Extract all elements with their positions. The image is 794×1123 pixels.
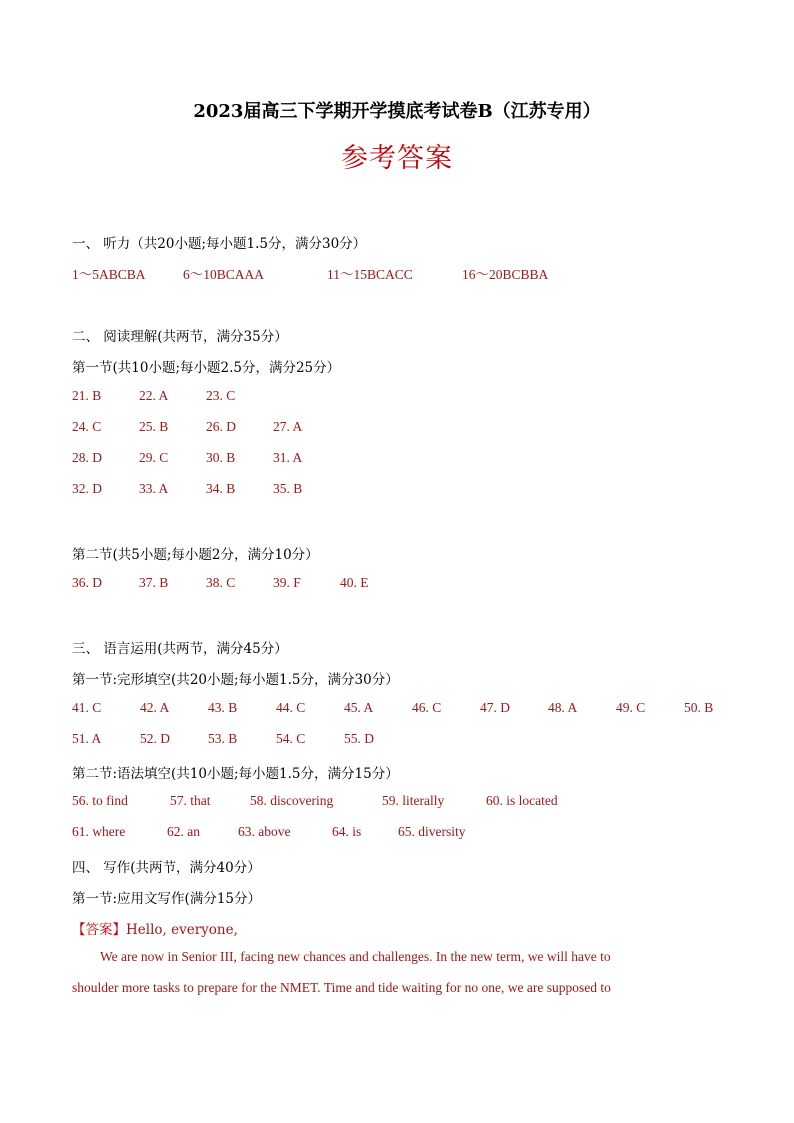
grammar-answer: 60. is located: [486, 793, 558, 808]
reading-answer: 22. A: [139, 388, 169, 403]
letter-paragraph-line: shoulder more tasks to prepare for the NMET. Time and tide waiting for no one, we are supposed to: [72, 980, 611, 995]
reading-answer: 34. B: [206, 481, 236, 496]
listening-answer: 6～10BCAAA: [183, 267, 265, 282]
reading-answer: 38. C: [206, 575, 236, 590]
cloze-answer: 42. A: [140, 700, 170, 715]
cloze-answer: 45. A: [344, 700, 374, 715]
reading-answer: 36. D: [72, 575, 102, 590]
grammar-answer: 62. an: [167, 824, 200, 839]
cloze-answer: 53. B: [208, 731, 238, 746]
document-title: 2023届高三下学期开学摸底考试卷B（江苏专用）: [193, 101, 601, 122]
reading-section1-heading: 第一节(共10小题;每小题2.5分，满分25分）: [72, 360, 341, 376]
reading-answer: 23. C: [206, 388, 236, 403]
writing-section1-heading: 第一节:应用文写作(满分15分）: [72, 891, 261, 907]
grammar-answer: 56. to find: [72, 793, 128, 808]
reading-answer: 27. A: [273, 419, 303, 434]
reading-answer: 35. B: [273, 481, 303, 496]
reading-answer: 30. B: [206, 450, 236, 465]
letter-paragraph-line: We are now in Senior III, facing new chances and challenges. In the new term, we will have to: [100, 949, 611, 964]
listening-answer: 16～20BCBBA: [462, 267, 549, 282]
cloze-answer: 54. C: [276, 731, 306, 746]
reading-answer: 25. B: [139, 419, 169, 434]
grammar-answer: 57. that: [170, 793, 211, 808]
writing-answer-line: [72, 918, 238, 938]
reading-answer: 29. C: [139, 450, 169, 465]
reading-answer: 32. D: [72, 481, 102, 496]
reading-answer: 21. B: [72, 388, 102, 403]
cloze-answer: 50. B: [684, 700, 714, 715]
language-heading: 三、 语言运用(共两节，满分45分）: [72, 641, 288, 657]
grammar-answer: 64. is: [332, 824, 362, 839]
listening-heading: 一、 听力（共20小题;每小题1.5分，满分30分）: [72, 236, 367, 252]
cloze-answer: 44. C: [276, 700, 306, 715]
grammar-answer: 61. where: [72, 824, 126, 839]
cloze-answer: 47. D: [480, 700, 510, 715]
grammar-answer: 65. diversity: [398, 824, 466, 839]
reading-answer: 39. F: [273, 575, 301, 590]
reading-answer: 24. C: [72, 419, 102, 434]
reading-answer: 28. D: [72, 450, 102, 465]
grammar-answer: 58. discovering: [250, 793, 334, 808]
reading-answer: 40. E: [340, 575, 369, 590]
cloze-answer: 51. A: [72, 731, 102, 746]
reading-answer: 37. B: [139, 575, 169, 590]
grammar-answer: 59. literally: [382, 793, 445, 808]
cloze-answer: 46. C: [412, 700, 442, 715]
cloze-answer: 55. D: [344, 731, 374, 746]
reading-answer: 26. D: [206, 419, 236, 434]
reading-heading: 二、 阅读理解(共两节，满分35分）: [72, 329, 288, 345]
cloze-answer: 52. D: [140, 731, 170, 746]
listening-answer: 11～15BCACC: [327, 267, 413, 282]
cloze-answer: 43. B: [208, 700, 238, 715]
reading-section2-heading: 第二节(共5小题;每小题2分，满分10分）: [72, 547, 319, 563]
reading-answer: 33. A: [139, 481, 169, 496]
cloze-answer: 49. C: [616, 700, 646, 715]
writing-heading: 四、 写作(共两节，满分40分）: [72, 860, 261, 876]
cloze-heading: 第一节:完形填空(共20小题;每小题1.5分，满分30分）: [72, 672, 399, 688]
grammar-answer: 63. above: [238, 824, 291, 839]
cloze-answer: 48. A: [548, 700, 578, 715]
letter-greeting: Hello, everyone,: [126, 922, 238, 938]
grammar-heading: 第二节:语法填空(共10小题;每小题1.5分，满分15分）: [72, 766, 399, 782]
answer-tag: 【答案】: [72, 922, 126, 938]
listening-answer: 1～5ABCBA: [72, 267, 146, 282]
document-subtitle: 参考答案: [341, 143, 453, 174]
reading-answer: 31. A: [273, 450, 303, 465]
cloze-answer: 41. C: [72, 700, 102, 715]
